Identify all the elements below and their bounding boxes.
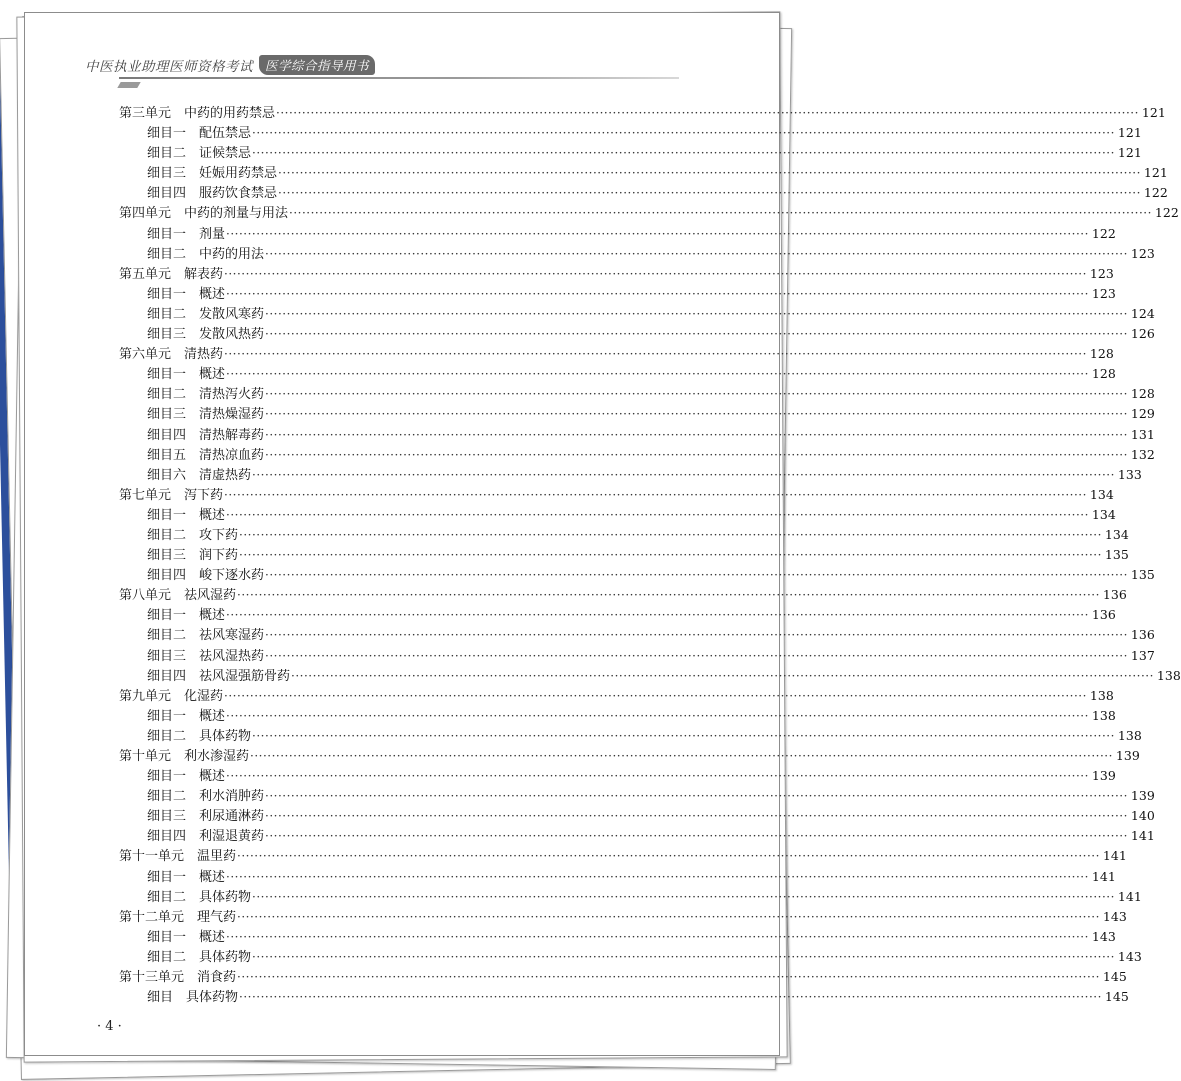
toc-entry-page: 121 [1141, 105, 1166, 120]
toc-entry-label: 细目二 [147, 789, 187, 805]
toc-entry-page: 145 [1102, 969, 1127, 985]
toc-item-entry [119, 243, 1155, 263]
toc-entry-label: 细目一 [147, 769, 187, 785]
toc-entry-label: 细目一 [147, 226, 187, 242]
toc-entry-page: 136 [1130, 627, 1155, 643]
toc-entry-title: 祛风寒湿药 [199, 628, 265, 644]
toc-entry-page: 138 [1156, 667, 1181, 683]
dot-leader: ········································································································································································································ [226, 608, 1089, 623]
toc-item-entry [119, 424, 1155, 444]
toc-item-entry [119, 805, 1155, 825]
toc-entry-page: 145 [1104, 989, 1129, 1005]
toc-entry-page: 132 [1130, 446, 1155, 462]
dot-leader: ········································································································································································································ [265, 829, 1128, 844]
toc-entry-title: 祛风湿热药 [199, 648, 265, 664]
dot-leader: ········································································································································································································ [224, 487, 1087, 502]
toc-entry-title: 清热燥湿药 [199, 407, 265, 423]
toc-entry-title: 清热凉血药 [199, 447, 265, 463]
dot-leader: ········································································································································································································ [237, 849, 1100, 864]
toc-entry-page: 122 [1091, 225, 1116, 241]
toc-item-entry [119, 624, 1155, 644]
toc-entry-page: 123 [1091, 285, 1116, 301]
toc-item-entry [119, 223, 1116, 243]
toc-entry-page: 122 [1143, 185, 1168, 201]
toc-entry-title: 解表药 [184, 266, 224, 282]
toc-entry-page: 139 [1130, 788, 1155, 804]
dot-leader: ········································································································································································································ [226, 869, 1089, 884]
dot-leader: ········································································································································································································ [265, 246, 1128, 261]
toc-entry-label: 细目一 [147, 126, 187, 142]
toc-entry-label: 细目三 [147, 166, 187, 182]
toc-entry-page: 128 [1091, 366, 1116, 382]
toc-entry-label: 细目三 [147, 809, 187, 825]
toc-entry-title: 利湿退黄药 [199, 829, 265, 845]
toc-entry-title: 概述 [199, 869, 226, 885]
toc-entry-title: 中药的用法 [199, 246, 265, 262]
dot-leader: ········································································································································································································ [265, 327, 1128, 342]
toc-entry-title: 剂量 [199, 226, 226, 242]
toc-entry-label: 细目一 [147, 367, 187, 383]
dot-leader: ········································································································································································································ [250, 749, 1113, 763]
toc-entry-page: 139 [1091, 768, 1116, 784]
toc-unit-entry [119, 906, 1127, 926]
dot-leader: ········································································································································································································ [226, 708, 1089, 723]
toc-item-entry [119, 162, 1168, 182]
toc-item-entry [119, 765, 1116, 785]
dot-leader: ········································································································································································································ [239, 527, 1102, 542]
dot-leader: ········································································································································································································ [265, 809, 1128, 824]
toc-entry-page: 121 [1117, 145, 1142, 161]
toc-entry-title: 中药的用药禁忌 [184, 106, 276, 121]
toc-entry-page: 128 [1089, 346, 1114, 362]
toc-entry-label: 第十单元 [119, 749, 172, 764]
toc-entry-title: 祛风湿强筋骨药 [199, 668, 291, 684]
toc-entry-title: 祛风湿药 [184, 588, 237, 604]
toc-item-entry [119, 946, 1142, 966]
toc-item-entry [119, 544, 1129, 564]
toc-entry-label: 细目二 [147, 387, 187, 403]
toc-entry-label: 细目一 [147, 507, 187, 523]
table-of-contents [119, 102, 1181, 1006]
toc-unit-entry [119, 484, 1114, 504]
toc-item-entry [119, 604, 1116, 624]
toc-entry-label: 细目四 [147, 668, 187, 684]
toc-entry-page: 134 [1091, 506, 1116, 522]
toc-entry-title: 清热泻火药 [199, 387, 265, 403]
toc-entry-title: 概述 [199, 769, 226, 785]
toc-entry-title: 概述 [199, 608, 226, 624]
dot-leader: ········································································································································································································ [265, 447, 1128, 462]
dot-leader: ········································································································································································································ [276, 106, 1139, 120]
toc-entry-title: 消食药 [197, 970, 237, 986]
dot-leader: ········································································································································································································ [226, 226, 1089, 241]
dot-leader: ········································································································································································································ [226, 769, 1089, 784]
toc-entry-page: 134 [1089, 486, 1114, 502]
toc-entry-page: 126 [1130, 326, 1155, 342]
toc-item-entry [119, 725, 1142, 745]
toc-entry-page: 136 [1091, 607, 1116, 623]
dot-leader: ········································································································································································································ [252, 949, 1115, 964]
toc-entry-title: 具体药物 [199, 949, 252, 965]
toc-item-entry [119, 403, 1155, 423]
toc-entry-page: 143 [1102, 908, 1127, 924]
toc-entry-page: 122 [1154, 205, 1179, 221]
toc-item-entry [119, 886, 1142, 906]
toc-item-entry [119, 825, 1155, 845]
toc-entry-label: 细目一 [147, 286, 187, 302]
dot-leader: ········································································································································································································ [252, 728, 1115, 743]
toc-entry-title: 利水渗湿药 [184, 749, 250, 764]
toc-item-entry [119, 986, 1129, 1006]
toc-unit-entry [119, 966, 1127, 986]
toc-entry-title: 利尿通淋药 [199, 809, 265, 825]
toc-unit-entry [119, 202, 1179, 222]
dot-leader: ········································································································································································································ [226, 367, 1089, 382]
toc-entry-title: 具体药物 [199, 889, 252, 905]
dot-leader: ········································································································································································································ [265, 628, 1128, 643]
toc-item-entry [119, 785, 1155, 805]
toc-entry-label: 细目二 [147, 949, 187, 965]
toc-entry-title: 妊娠用药禁忌 [199, 166, 278, 182]
toc-entry-title: 概述 [199, 708, 226, 724]
toc-entry-title: 具体药物 [186, 990, 239, 1006]
toc-entry-title: 中药的剂量与用法 [184, 206, 289, 222]
dot-leader: ········································································································································································································ [252, 146, 1115, 161]
toc-entry-page: 128 [1130, 386, 1155, 402]
toc-entry-label: 细目二 [147, 246, 187, 262]
toc-entry-label: 细目二 [147, 146, 187, 162]
toc-entry-title: 理气药 [197, 909, 237, 925]
toc-entry-page: 141 [1091, 868, 1116, 884]
toc-entry-title: 具体药物 [199, 728, 252, 744]
toc-entry-page: 124 [1130, 305, 1155, 321]
header-ornament [117, 82, 140, 88]
toc-item-entry [119, 142, 1142, 162]
dot-leader: ········································································································································································································ [224, 266, 1087, 281]
toc-entry-page: 138 [1091, 707, 1116, 723]
toc-entry-title: 清虚热药 [199, 467, 252, 483]
toc-entry-title: 证候禁忌 [199, 146, 252, 162]
toc-entry-page: 135 [1130, 567, 1155, 583]
toc-entry-page: 139 [1115, 748, 1140, 763]
toc-entry-label: 第八单元 [119, 588, 172, 604]
toc-entry-title: 配伍禁忌 [199, 126, 252, 142]
toc-entry-label: 第十三单元 [119, 970, 185, 986]
toc-entry-label: 细目二 [147, 306, 187, 322]
toc-entry-page: 123 [1089, 265, 1114, 281]
dot-leader: ········································································································································································································ [265, 427, 1128, 442]
toc-entry-title: 发散风寒药 [199, 306, 265, 322]
toc-entry-page: 141 [1130, 828, 1155, 844]
toc-item-entry [119, 283, 1116, 303]
toc-entry-title: 概述 [199, 507, 226, 523]
toc-entry-label: 细目二 [147, 527, 187, 543]
toc-entry-title: 利水消肿药 [199, 789, 265, 805]
toc-entry-label: 细目三 [147, 648, 187, 664]
toc-entry-page: 121 [1117, 125, 1142, 141]
header-rule [119, 77, 679, 79]
toc-entry-label: 第六单元 [119, 347, 172, 363]
header-title: 中医执业助理医师资格考试 [85, 59, 253, 75]
toc-entry-page: 131 [1130, 426, 1155, 442]
toc-entry-label: 第九单元 [119, 688, 172, 704]
dot-leader: ········································································································································································································ [289, 206, 1152, 221]
toc-entry-label: 细目五 [147, 447, 187, 463]
toc-entry-label: 细目一 [147, 929, 187, 945]
toc-entry-label: 细目三 [147, 407, 187, 423]
toc-item-entry [119, 524, 1129, 544]
dot-leader: ········································································································································································································ [265, 648, 1128, 663]
toc-entry-label: 细目四 [147, 427, 187, 443]
toc-entry-title: 峻下逐水药 [199, 568, 265, 584]
toc-entry-page: 138 [1117, 727, 1142, 743]
toc-entry-label: 细目三 [147, 327, 187, 343]
toc-item-entry [119, 182, 1168, 202]
toc-item-entry [119, 323, 1155, 343]
toc-entry-label: 细目四 [147, 186, 187, 202]
toc-entry-label: 第十二单元 [119, 909, 185, 925]
toc-item-entry [119, 665, 1181, 685]
toc-entry-page: 140 [1130, 808, 1155, 824]
toc-entry-page: 121 [1143, 165, 1168, 181]
toc-entry-title: 温里药 [197, 849, 237, 865]
toc-entry-label: 细目四 [147, 568, 187, 584]
toc-item-entry [119, 363, 1116, 383]
toc-unit-entry [119, 685, 1114, 705]
dot-leader: ········································································································································································································ [265, 306, 1128, 321]
toc-unit-entry [119, 745, 1140, 765]
toc-unit-entry [119, 102, 1166, 122]
toc-entry-label: 第五单元 [119, 266, 172, 282]
toc-item-entry [119, 303, 1155, 323]
toc-entry-title: 概述 [199, 286, 226, 302]
toc-entry-title: 清热药 [184, 347, 224, 363]
toc-entry-page: 136 [1102, 587, 1127, 603]
dot-leader: ········································································································································································································ [252, 467, 1115, 482]
toc-entry-page: 133 [1117, 466, 1142, 482]
toc-entry-title: 化湿药 [184, 688, 224, 704]
toc-entry-page: 123 [1130, 245, 1155, 261]
dot-leader: ········································································································································································································ [226, 286, 1089, 301]
toc-item-entry [119, 866, 1116, 886]
toc-entry-page: 141 [1102, 848, 1127, 864]
toc-item-entry [119, 383, 1155, 403]
toc-entry-label: 细目二 [147, 628, 187, 644]
toc-entry-page: 135 [1104, 547, 1129, 563]
toc-unit-entry [119, 584, 1127, 604]
dot-leader: ········································································································································································································ [226, 929, 1089, 944]
toc-entry-title: 概述 [199, 929, 226, 945]
toc-entry-label: 细目二 [147, 728, 187, 744]
toc-entry-label: 细目一 [147, 708, 187, 724]
dot-leader: ········································································································································································································ [265, 568, 1128, 583]
dot-leader: ········································································································································································································ [226, 507, 1089, 522]
toc-entry-page: 129 [1130, 406, 1155, 422]
dot-leader: ········································································································································································································ [237, 909, 1100, 924]
dot-leader: ········································································································································································································ [265, 387, 1128, 402]
toc-entry-page: 134 [1104, 526, 1129, 542]
toc-entry-title: 服药饮食禁忌 [199, 186, 278, 202]
toc-item-entry [119, 464, 1142, 484]
dot-leader: ········································································································································································································ [224, 688, 1087, 703]
dot-leader: ········································································································································································································ [278, 186, 1141, 201]
toc-entry-label: 细目一 [147, 608, 187, 624]
toc-entry-label: 细目 [147, 990, 174, 1006]
dot-leader: ········································································································································································································ [265, 789, 1128, 804]
toc-entry-label: 第三单元 [119, 106, 172, 121]
toc-item-entry [119, 564, 1155, 584]
toc-entry-label: 细目二 [147, 889, 187, 905]
dot-leader: ········································································································································································································ [237, 970, 1100, 985]
toc-entry-title: 攻下药 [199, 527, 239, 543]
dot-leader: ········································································································································································································ [224, 347, 1087, 362]
toc-entry-page: 141 [1117, 888, 1142, 904]
page-number: · 4 · [97, 1019, 122, 1034]
toc-unit-entry [119, 343, 1114, 363]
toc-entry-label: 细目四 [147, 829, 187, 845]
toc-entry-page: 143 [1117, 948, 1142, 964]
toc-item-entry [119, 444, 1155, 464]
toc-entry-title: 泻下药 [184, 487, 224, 503]
toc-entry-title: 发散风热药 [199, 327, 265, 343]
dot-leader: ········································································································································································································ [252, 889, 1115, 904]
dot-leader: ········································································································································································································ [278, 166, 1141, 181]
dot-leader: ········································································································································································································ [239, 990, 1102, 1005]
toc-item-entry [119, 504, 1116, 524]
toc-item-entry [119, 122, 1142, 142]
toc-entry-title: 概述 [199, 367, 226, 383]
document-page [24, 12, 1181, 1056]
toc-entry-label: 第七单元 [119, 487, 172, 503]
toc-entry-page: 137 [1130, 647, 1155, 663]
toc-entry-title: 润下药 [199, 548, 239, 564]
toc-entry-label: 细目一 [147, 869, 187, 885]
toc-entry-label: 细目三 [147, 548, 187, 564]
dot-leader: ········································································································································································································ [237, 588, 1100, 603]
dot-leader: ········································································································································································································ [265, 407, 1128, 422]
toc-unit-entry [119, 263, 1114, 283]
toc-entry-page: 143 [1091, 928, 1116, 944]
toc-unit-entry [119, 845, 1127, 865]
toc-entry-label: 第十一单元 [119, 849, 185, 865]
toc-item-entry [119, 645, 1155, 665]
toc-entry-label: 第四单元 [119, 206, 172, 222]
running-header [85, 55, 375, 75]
toc-entry-label: 细目六 [147, 467, 187, 483]
dot-leader: ········································································································································································································ [239, 548, 1102, 563]
dot-leader: ········································································································································································································ [252, 126, 1115, 141]
toc-entry-page: 138 [1089, 687, 1114, 703]
toc-entry-title: 清热解毒药 [199, 427, 265, 443]
toc-item-entry [119, 705, 1116, 725]
dot-leader: ········································································································································································································ [291, 668, 1154, 683]
header-tag: 医学综合指导用书 [259, 55, 375, 75]
toc-item-entry [119, 926, 1116, 946]
